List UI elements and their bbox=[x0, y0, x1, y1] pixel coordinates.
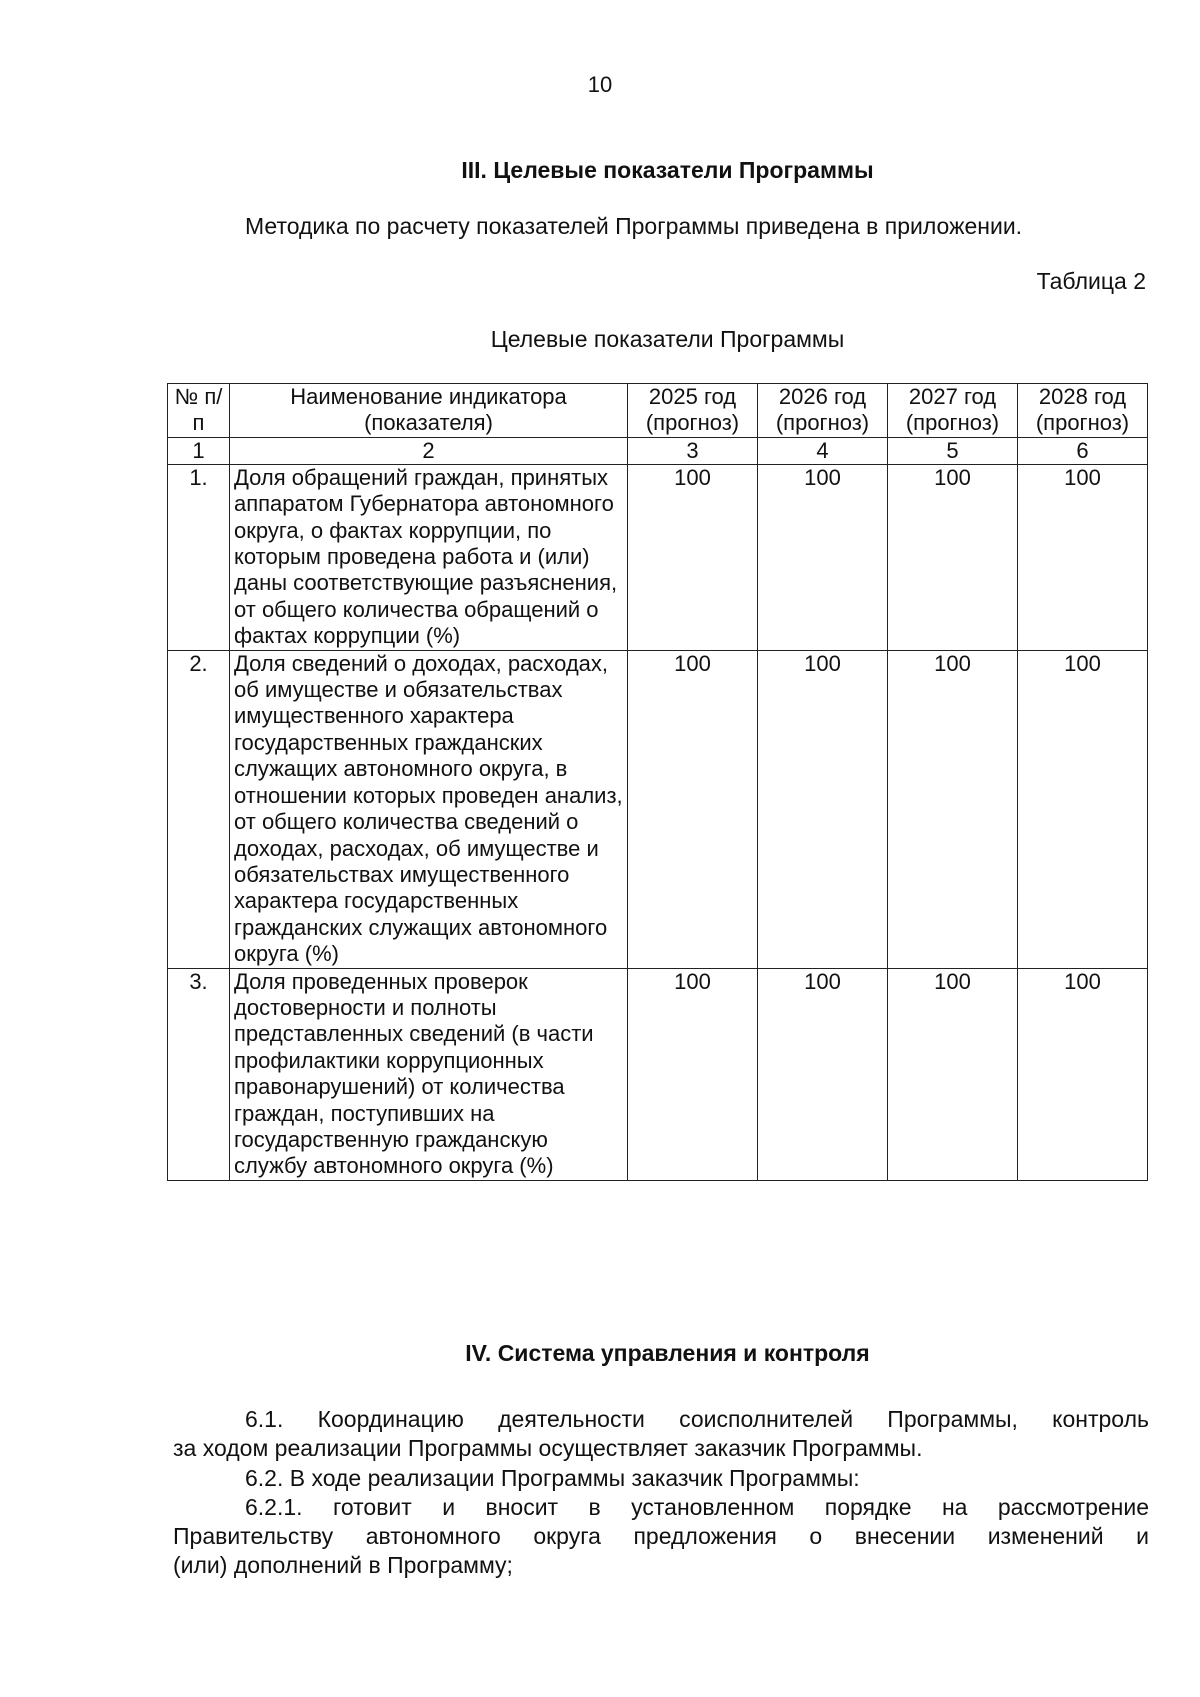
page-number: 10 bbox=[587, 72, 613, 97]
value-2027: 100 bbox=[888, 650, 1018, 968]
row-number: 1. bbox=[168, 464, 230, 650]
column-number: 6 bbox=[1018, 437, 1148, 464]
paragraph-line: 6.2.1. готовит и вносит в установленном порядке на рассмотрение bbox=[245, 1494, 1149, 1520]
column-number: 2 bbox=[230, 437, 628, 464]
indicator-name: Доля обращений граждан, принятых аппаратом Губернатора автономного округа, о фактах коррупции, по которым проведена работа и (или) даны соответствующие разъяснения, от общего количества обращений о фактах коррупции (%) bbox=[230, 464, 628, 650]
table-row bbox=[168, 650, 1148, 968]
column-number: 3 bbox=[628, 437, 758, 464]
paragraph-line: 6.2. В ходе реализации Программы заказчик Программы: bbox=[245, 1465, 860, 1491]
value-2028: 100 bbox=[1018, 464, 1148, 650]
indicator-name: Доля сведений о доходах, расходах, об имуществе и обязательствах имущественного характера государственных гражданских служащих автономного округа, в отношении которых проведен анализ, от общего количества сведений о доходах, расходах, об имуществе и обязательствах имущественного характера государственных гражданских служащих автономного округа (%) bbox=[230, 650, 628, 968]
section-heading-control: IV. Система управления и контроля bbox=[465, 1340, 870, 1366]
value-2027: 100 bbox=[888, 464, 1018, 650]
value-2028: 100 bbox=[1018, 968, 1148, 1180]
header-2028: 2028 год (прогноз) bbox=[1018, 384, 1148, 438]
paragraph-line: 6.1. Координацию деятельности соисполнителей Программы, контроль bbox=[245, 1406, 1149, 1432]
column-number: 1 bbox=[168, 437, 230, 464]
paragraph-line: (или) дополнений в Программу; bbox=[173, 1551, 513, 1578]
value-2025: 100 bbox=[628, 650, 758, 968]
paragraph-6-2-1 bbox=[173, 1493, 1149, 1579]
table-header-row bbox=[168, 384, 1148, 438]
row-number: 3. bbox=[168, 968, 230, 1180]
header-2027: 2027 год (прогноз) bbox=[888, 384, 1018, 438]
row-number: 2. bbox=[168, 650, 230, 968]
indicators-table bbox=[167, 383, 1148, 1181]
value-2026: 100 bbox=[758, 650, 888, 968]
table-row bbox=[168, 968, 1148, 1180]
indicator-name: Доля проведенных проверок достоверности и полноты представленных сведений (в части профилактики коррупционных правонарушений) от количества граждан, поступивших на государственную гражданскую службу автономного округа (%) bbox=[230, 968, 628, 1180]
paragraph-6-1 bbox=[173, 1405, 1149, 1463]
value-2026: 100 bbox=[758, 968, 888, 1180]
header-number: № п/п bbox=[168, 384, 230, 438]
paragraph-line: Правительству автономного округа предложения о внесении изменений и bbox=[173, 1522, 1149, 1549]
header-indicator-name: Наименование индикатора (показателя) bbox=[230, 384, 628, 438]
paragraph-6-2 bbox=[173, 1464, 1149, 1493]
value-2025: 100 bbox=[628, 968, 758, 1180]
value-2028: 100 bbox=[1018, 650, 1148, 968]
table-row bbox=[168, 464, 1148, 650]
intro-text: Методика по расчету показателей Программы приведена в приложении. bbox=[245, 213, 1023, 239]
header-2025: 2025 год (прогноз) bbox=[628, 384, 758, 438]
table-title: Целевые показатели Программы bbox=[490, 326, 845, 352]
value-2026: 100 bbox=[758, 464, 888, 650]
column-number: 5 bbox=[888, 437, 1018, 464]
paragraph-line: за ходом реализации Программы осуществляет заказчик Программы. bbox=[173, 1434, 923, 1461]
column-number-row bbox=[168, 437, 1148, 464]
table-label: Таблица 2 bbox=[1036, 268, 1146, 294]
column-number: 4 bbox=[758, 437, 888, 464]
section-heading-targets: III. Целевые показатели Программы bbox=[461, 157, 874, 183]
value-2027: 100 bbox=[888, 968, 1018, 1180]
value-2025: 100 bbox=[628, 464, 758, 650]
header-2026: 2026 год (прогноз) bbox=[758, 384, 888, 438]
